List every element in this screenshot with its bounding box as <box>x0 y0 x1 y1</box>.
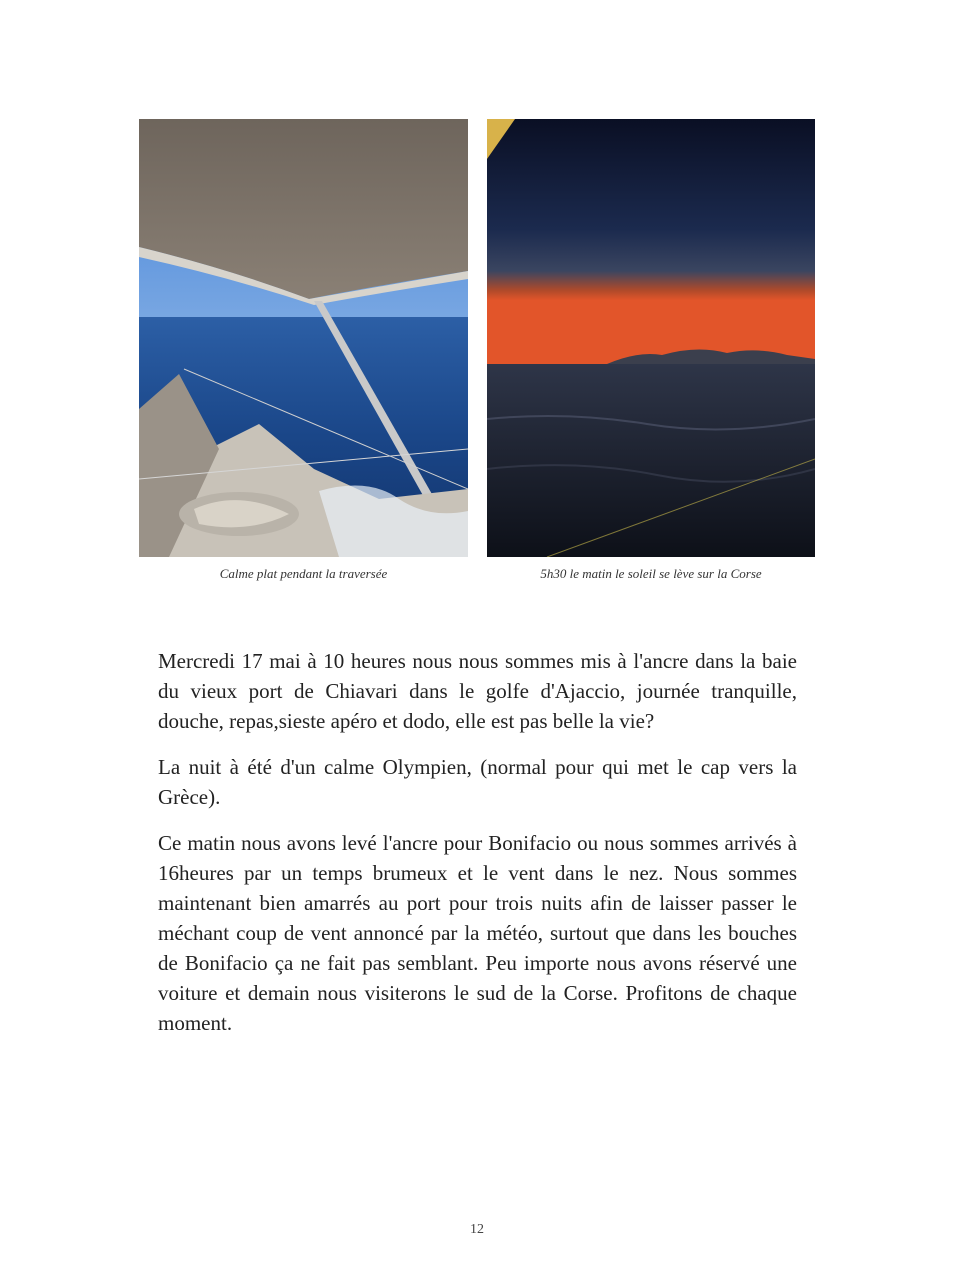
photo-caption-right: 5h30 le matin le soleil se lève sur la Corse <box>540 566 762 581</box>
photo-calm-sea <box>139 119 468 557</box>
body-text <box>158 646 797 1054</box>
photo-sunrise-corsica <box>487 119 815 557</box>
paragraph-calm-night: La nuit à été d'un calme Olympien, (normal pour qui met le cap vers la Grèce). <box>158 755 797 809</box>
page-number: 12 <box>470 1222 484 1237</box>
paragraph-arrival-chiavari: Mercredi 17 mai à 10 heures nous nous sommes mis à l'ancre dans la baie du vieux port de Chiavari dans le golfe d'Ajaccio, journée tranquille, douche, repas,sieste apéro et dodo, elle est pas belle la vie? <box>158 649 797 733</box>
photo-caption-left: Calme plat pendant la traversée <box>219 566 388 581</box>
photo-calm-sea-image <box>139 119 468 557</box>
photo-sunrise-corsica-image <box>487 119 815 557</box>
paragraph-bonifacio: Ce matin nous avons levé l'ancre pour Bonifacio ou nous sommes arrivés à 16heures par un temps brumeux et le vent dans le nez. Nous sommes maintenant bien amarrés au port pour trois nuits afin de laisser passer le méchant coup de vent annoncé par la météo, surtout que dans les bouches de Bonifacio ça ne fait pas semblant. Peu importe nous avons réservé une voiture et demain nous visiterons le sud de la Corse. Profitons de chaque moment. <box>158 831 797 1035</box>
